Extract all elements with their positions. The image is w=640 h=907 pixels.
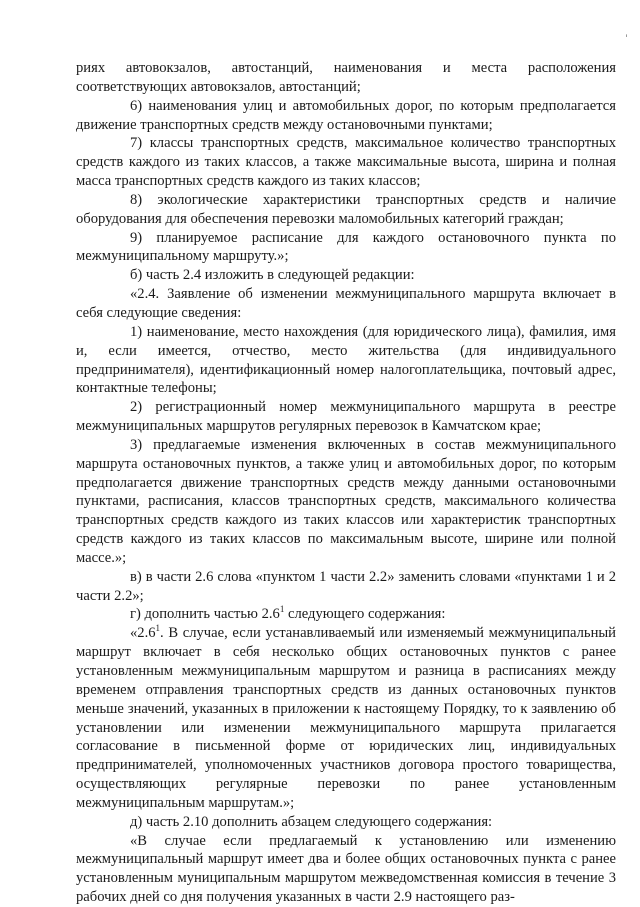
amendment-b: б) часть 2.4 изложить в следующей редакции: [130,267,415,284]
list-item-8: 8) экологические характеристики транспортных средств и наличие оборудования для обеспечения перевозки маломобильных категорий граждан; [76,191,616,227]
section-2-6-1-text: . В случае, если устанавливаемый или изменяемый межмуниципальный маршрут включает в себя несколько общих остановочных пунктов с ранее установленным межмуниципальным маршрутом и разница в расписаниях между временем отправления транспортных средств из данных остановочных пунктов меньше значений, указанных в приложении к настоящему Порядку, то к заявлению об установлении или изменении межмуниципального маршрута прилагается согласование в письменной форме от юридических лиц, индивидуальных предпринимателей, уполномоченных участников договора простого товарищества, осуществляющих регулярные перевозки по ранее установленным межмуниципальным маршрутам.»; [76,625,616,811]
list-item-7: 7) классы транспортных средств, максимальное количество транспортных средств каждого из таких классов, а также максимальные высота, ширина и полная масса транспортных средств каждого из таких классов; [76,135,616,190]
section-2-10-addition: «В случае если предлагаемый к установлению или изменению межмуниципальный маршрут имеет два и более общих остановочных пункта с ранее установленным муниципальным маршрутом межведомственная комиссия в течение 3 рабочих дней со дня получения указанных в части 2.9 настоящего раз- [76,832,616,906]
amendment-d: д) часть 2.10 дополнить абзацем следующего содержания: [130,813,493,830]
list-item-6: 6) наименования улиц и автомобильных дорог, по которым предполагается движение транспортных средств между остановочными пунктами; [76,97,616,133]
superscript-1: 1 [155,623,161,634]
list-item-9: 9) планируемое расписание для каждого остановочного пункта по межмуниципальному маршруту.»; [76,229,616,265]
section-2-6-1-number: «2.6 [130,625,156,642]
amendment-g-text-after: следующего содержания: [284,606,446,623]
scan-mark: ˈ [625,34,628,45]
paragraph-continuation: риях автовокзалов, автостанций, наименования и места расположения соответствующих автовокзалов, автостанций; [76,60,616,95]
amendment-g [76,605,616,624]
list-item-1: 1) наименование, место нахождения (для юридического лица), фамилия, имя и, если имеется, отчество, место жительства (для индивидуального предпринимателя), идентификационный номер налогоплательщика, почтовый адрес, контактные телефоны; [76,323,616,397]
amendment-g-text-before: г) дополнить частью 2.6 [130,606,280,623]
amendment-v: в) в части 2.6 слова «пунктом 1 части 2.2» заменить словами «пунктами 1 и 2 части 2.2»; [76,568,616,604]
section-2-4: «2.4. Заявление об изменении межмуниципального маршрута включает в себя следующие сведения: [76,286,616,321]
list-item-2: 2) регистрационный номер межмуниципального маршрута в реестре межмуниципальных маршрутов регулярных перевозок в Камчатском крае; [76,399,616,435]
list-item-3: 3) предлагаемые изменения включенных в состав межмуниципального маршрута остановочных пунктов, а также улиц и автомобильных дорог, по которым предполагается движение транспортных средств между данными остановочными пунктами, расписания, классов транспортных средств, максимального количества транспортных средств каждого из таких классов или характеристик транспортных средств каждого из таких классов по максимальным высоте, ширине или полной массе.»; [76,436,616,566]
section-2-6-1 [76,624,616,812]
superscript-1: 1 [279,604,285,615]
document-body [76,59,616,907]
